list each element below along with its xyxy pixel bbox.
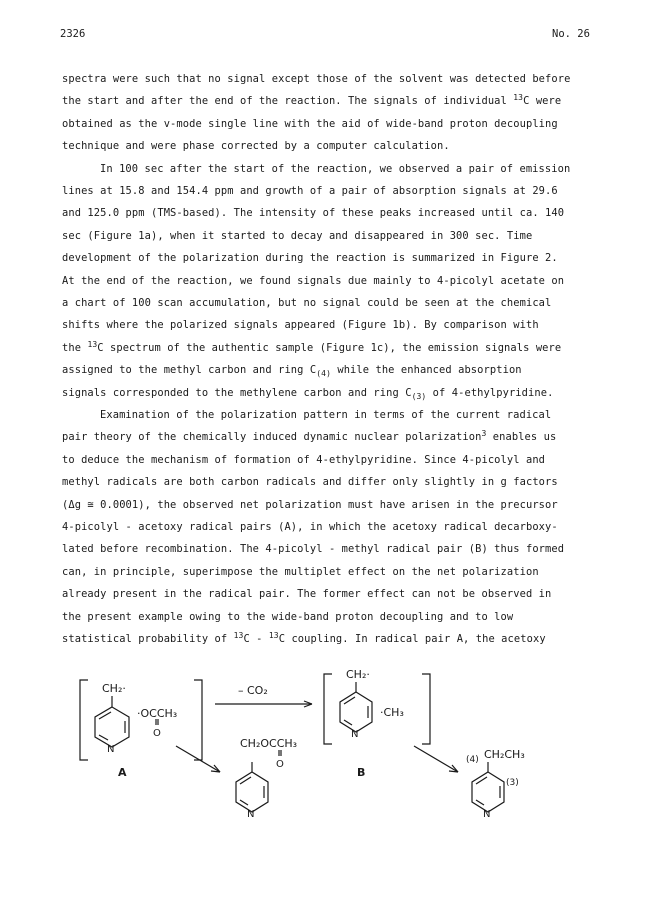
pyridine-ring-ethyl xyxy=(472,772,504,812)
text-line: shifts where the polarized signals appeared (Figure 1b). By comparison with xyxy=(62,319,539,332)
text-line: spectra were such that no signal except those of the solvent was detected before xyxy=(62,73,571,85)
text-line: development of the polarization during the reaction is summarized in Figure 2. xyxy=(62,252,558,265)
nitrogen-acetate: N xyxy=(247,809,255,820)
text-span: of 4-ethylpyridine. xyxy=(426,386,554,399)
subscript: (4) xyxy=(316,369,331,379)
superscript: 3 xyxy=(481,429,487,439)
text-span: C spectrum of the authentic sample (Figure 1c), the emission signals were xyxy=(97,341,562,354)
text-span: the start and after the end of the reaction. The signals of individual xyxy=(62,95,514,108)
text-line: (Δg ≅ 0.0001), the observed net polarization must have arisen in the precursor xyxy=(62,498,558,511)
text-line: obtained as the v-mode single line with the aid of wide-band proton decoupling xyxy=(62,117,558,130)
text-line: 4-picolyl - acetoxy radical pairs (A), in which the acetoxy radical decarboxy- xyxy=(62,520,558,533)
carbonyl-oxygen-product: O xyxy=(276,759,284,770)
arrow-a-to-product xyxy=(176,746,220,772)
pyridine-ring-a xyxy=(95,707,129,747)
bracket-right-b xyxy=(422,674,430,744)
acetoxy-radical: ·OCCH₃ xyxy=(137,707,178,720)
text-line xyxy=(62,426,618,448)
product-acetate: CH₂OCCH₃ xyxy=(240,737,298,750)
bracket-left-b xyxy=(324,674,332,744)
superscript: 13 xyxy=(87,339,98,349)
nitrogen-a: N xyxy=(107,744,115,755)
text-line xyxy=(62,90,618,112)
text-line xyxy=(62,337,618,359)
issue-number: No. 26 xyxy=(552,28,590,40)
text-span: signals corresponded to the methylene carbon and ring C xyxy=(62,386,412,399)
paragraph-1 xyxy=(62,68,618,158)
subscript: (3) xyxy=(411,391,427,401)
text-line: methyl radicals are both carbon radicals and differ only slightly in g factors xyxy=(62,476,558,489)
product-ethyl: CH₂CH₃ xyxy=(484,748,525,761)
text-span: while the enhanced absorption xyxy=(330,364,522,377)
text-span: statistical probability of xyxy=(62,632,234,645)
reaction-scheme xyxy=(0,652,672,912)
superscript: 13 xyxy=(513,93,524,103)
nitrogen-ethyl: N xyxy=(483,809,491,820)
locant-4: (4) xyxy=(466,755,479,765)
label-a: A xyxy=(118,766,127,779)
ch2-radical-a: CH₂· xyxy=(102,682,126,695)
text-line: lated before recombination. The 4-picolyl - methyl radical pair (B) thus formed xyxy=(62,543,565,556)
superscript: 13 xyxy=(233,630,244,640)
text-line xyxy=(62,382,618,404)
page-number: 2326 xyxy=(60,28,86,40)
text-span: C were xyxy=(523,95,562,108)
superscript: 13 xyxy=(268,630,279,640)
text-line: can, in principle, superimpose the multiplet effect on the net polarization xyxy=(62,565,539,578)
paragraph-2 xyxy=(62,158,618,404)
methyl-radical: ·CH₃ xyxy=(380,706,404,719)
pyridine-ring-acetate xyxy=(236,772,268,812)
text-line: In 100 sec after the start of the reaction, we observed a pair of emission xyxy=(100,162,571,175)
text-span: C coupling. In radical pair A, the acetoxy xyxy=(278,632,546,645)
locant-3: (3) xyxy=(506,778,519,788)
nitrogen-b: N xyxy=(351,729,359,740)
text-line: Examination of the polarization pattern in terms of the current radical xyxy=(100,409,552,421)
text-line: At the end of the reaction, we found signals due mainly to 4-picolyl acetate on xyxy=(62,274,565,287)
text-span: assigned to the methyl carbon and ring C xyxy=(62,364,317,377)
text-span: enables us xyxy=(486,431,557,444)
ch2-radical-b: CH₂· xyxy=(346,668,370,681)
carbonyl-oxygen-a: O xyxy=(153,728,161,739)
text-line: lines at 15.8 and 154.4 ppm and growth of a pair of absorption signals at 29.6 xyxy=(62,184,558,197)
text-span: C - xyxy=(243,632,269,645)
text-line: sec (Figure 1a), when it started to decay and disappeared in 300 sec. Time xyxy=(62,229,533,242)
text-line: to deduce the mechanism of formation of 4-ethylpyridine. Since 4-picolyl and xyxy=(62,453,546,466)
arrow-label: – CO₂ xyxy=(238,684,268,697)
bracket-left-a xyxy=(80,680,88,760)
arrow-b-to-product xyxy=(414,746,458,772)
text-line: a chart of 100 scan accumulation, but no signal could be seen at the chemical xyxy=(62,296,552,309)
text-line: the present example owing to the wide-band proton decoupling and to low xyxy=(62,610,514,623)
label-b: B xyxy=(357,766,366,779)
bracket-right-a xyxy=(194,680,202,760)
text-line xyxy=(62,628,618,650)
text-line: technique and were phase corrected by a computer calculation. xyxy=(62,140,450,153)
text-span: the xyxy=(62,341,88,354)
text-span: pair theory of the chemically induced dynamic nuclear polarization xyxy=(62,431,482,444)
text-line: and 125.0 ppm (TMS-based). The intensity of these peaks increased until ca. 140 xyxy=(62,207,565,220)
text-line: already present in the radical pair. The former effect can not be observed in xyxy=(62,588,552,601)
text-line xyxy=(62,359,618,381)
paragraph-3 xyxy=(62,404,618,650)
pyridine-ring-b xyxy=(340,692,372,732)
